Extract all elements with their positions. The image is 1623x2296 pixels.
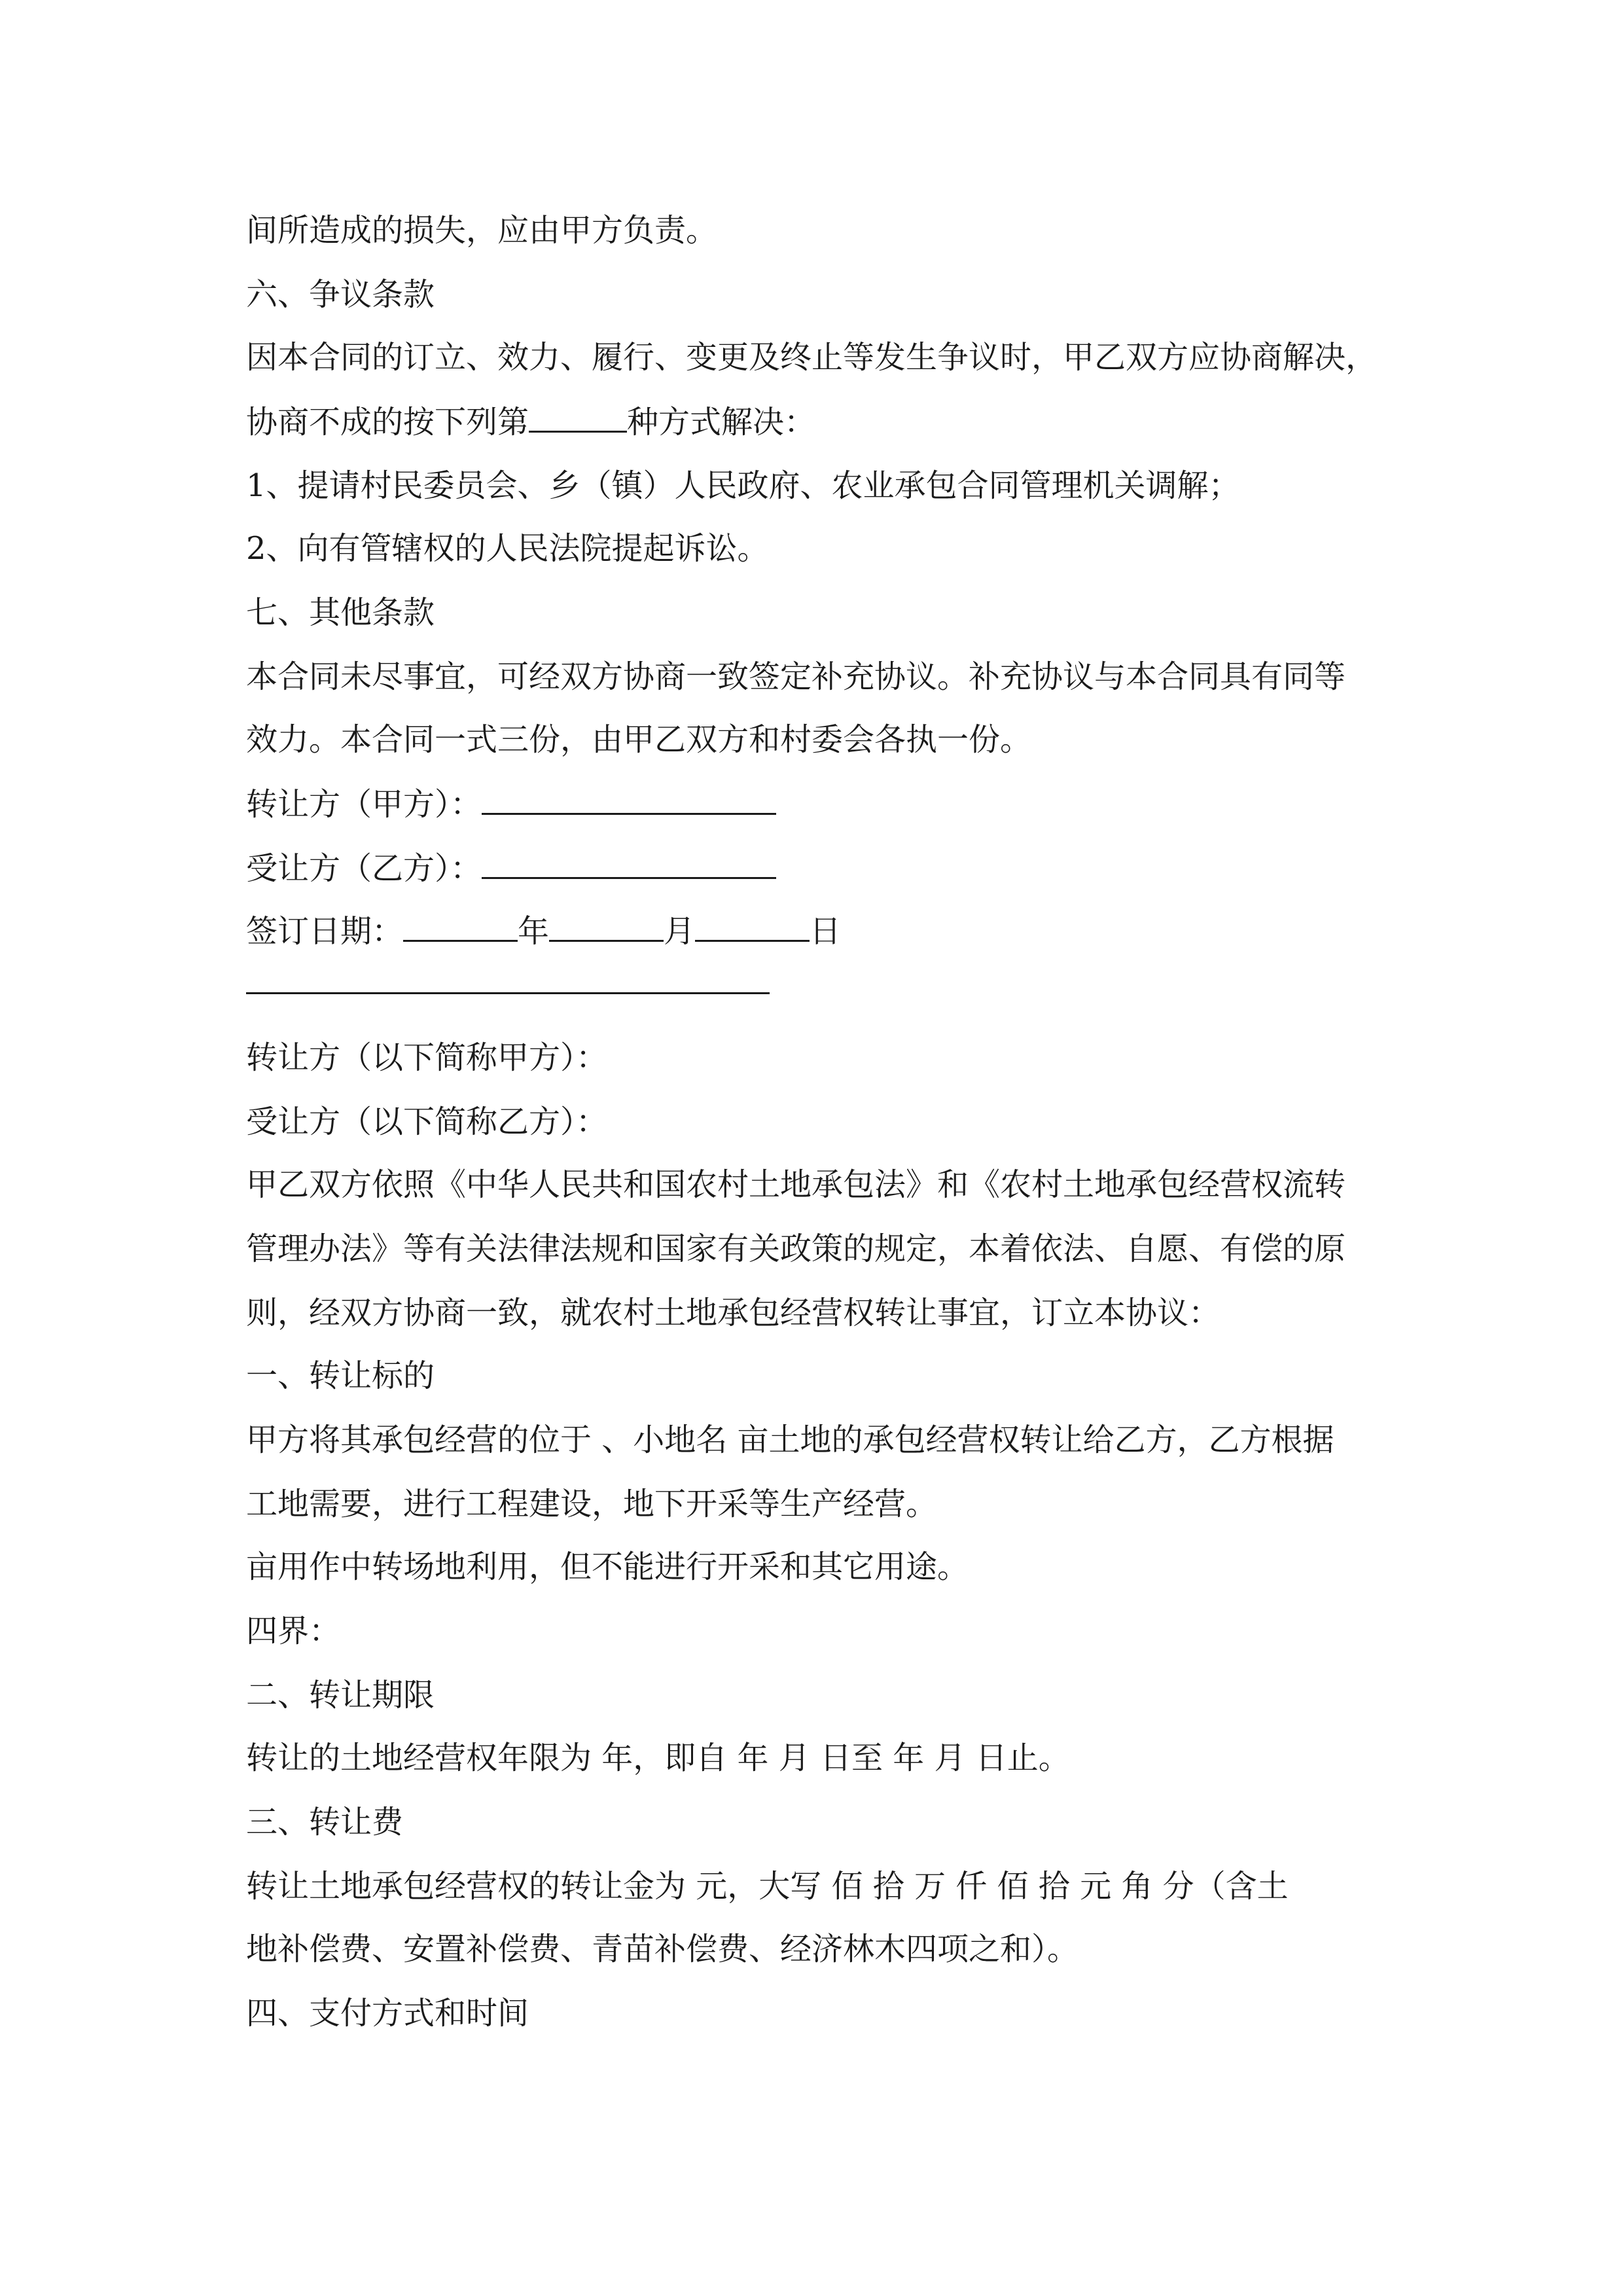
text-fragment: 种方式解决： xyxy=(627,404,816,440)
date-label: 签订日期： xyxy=(246,913,404,950)
text-line: 地补偿费、安置补偿费、青苗补偿费、经济林木四项之和）。 xyxy=(246,1931,1079,1967)
list-item: 2、向有管辖权的人民法院提起诉讼。 xyxy=(246,530,769,567)
year-unit: 年 xyxy=(518,913,550,950)
signature-line-party-b xyxy=(246,848,1398,888)
text-line: 管理办法》等有关法律法规和国家有关政策的规定，本着依法、自愿、有偿的原 xyxy=(246,1230,1346,1267)
section-heading: 六、争议条款 xyxy=(246,276,435,313)
section-heading: 七、其他条款 xyxy=(246,594,435,631)
text-line: 本合同未尽事宜，可经双方协商一致签定补充协议。补充协议与本合同具有同等 xyxy=(246,658,1346,695)
day-blank xyxy=(695,911,810,942)
signature-label: 受让方（乙方）： xyxy=(246,850,482,887)
signature-line-party-a xyxy=(246,784,1398,824)
fill-blank xyxy=(529,402,627,433)
section-heading: 一、转让标的 xyxy=(246,1357,435,1394)
month-unit: 月 xyxy=(664,913,696,950)
section-heading: 三、转让费 xyxy=(246,1804,404,1840)
text-line-with-blank xyxy=(246,402,1398,442)
text-line: 甲乙双方依照《中华人民共和国农村土地承包法》和《农村土地承包经营权流转 xyxy=(246,1166,1346,1203)
text-line: 工地需要，进行工程建设，地下开采等生产经营。 xyxy=(246,1486,938,1522)
section-divider xyxy=(246,992,770,994)
signature-blank xyxy=(482,784,776,815)
list-item: 1、提请村民委员会、乡（镇）人民政府、农业承包合同管理机关调解； xyxy=(246,467,1240,504)
text-line: 转让的土地经营权年限为 年，即自 年 月 日至 年 月 日止。 xyxy=(246,1740,1070,1776)
signature-label: 转让方（甲方）： xyxy=(246,786,482,823)
day-unit: 日 xyxy=(810,913,842,950)
party-line: 转让方（以下简称甲方）： xyxy=(246,1039,608,1076)
text-line: 间所造成的损失，应由甲方负责。 xyxy=(246,212,718,249)
text-line: 因本合同的订立、效力、履行、变更及终止等发生争议时，甲乙双方应协商解决， xyxy=(246,339,1378,376)
party-line: 受让方（以下简称乙方）： xyxy=(246,1103,608,1140)
text-fragment: 协商不成的按下列第 xyxy=(246,404,529,440)
text-line: 效力。本合同一式三份，由甲乙双方和村委会各执一份。 xyxy=(246,721,1032,758)
text-line: 转让土地承包经营权的转让金为 元，大写 佰 拾 万 仟 佰 拾 元 角 分（含土 xyxy=(246,1868,1289,1905)
year-blank xyxy=(403,911,518,942)
text-line: 则，经双方协商一致，就农村土地承包经营权转让事宜，订立本协议： xyxy=(246,1295,1221,1331)
section-heading: 四、支付方式和时间 xyxy=(246,1995,529,2032)
sign-date-line xyxy=(246,911,1398,951)
text-line: 四界： xyxy=(246,1613,341,1649)
section-heading: 二、转让期限 xyxy=(246,1677,435,1713)
text-line: 亩用作中转场地利用，但不能进行开采和其它用途。 xyxy=(246,1549,969,1585)
text-line: 甲方将其承包经营的位于 、小地名 亩土地的承包经营权转让给乙方，乙方根据 xyxy=(246,1422,1334,1458)
signature-blank xyxy=(482,848,776,879)
month-blank xyxy=(549,911,664,942)
